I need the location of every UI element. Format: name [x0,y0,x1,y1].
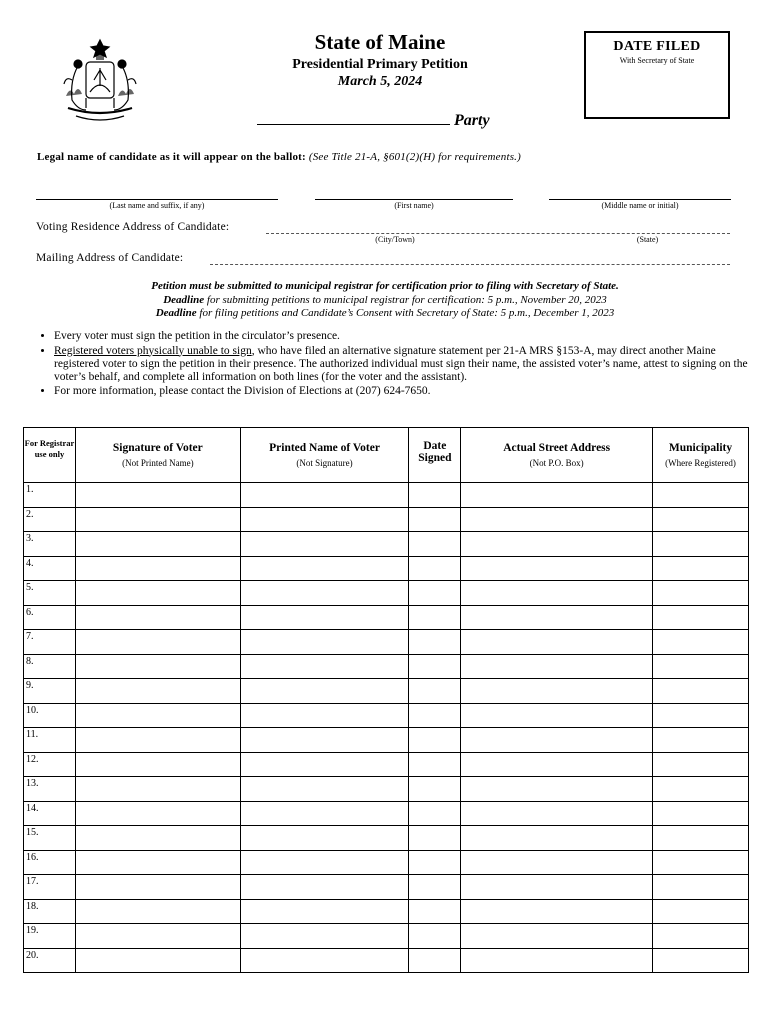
date-signed-cell[interactable] [409,899,461,924]
street-address-cell[interactable] [461,507,653,532]
street-address-cell[interactable] [461,483,653,508]
date-signed-cell[interactable] [409,777,461,802]
printed-name-cell[interactable] [240,924,409,949]
column-title: Printed Name of Voter [269,442,380,454]
date-filed-sub: With Secretary of State [619,56,695,65]
column-title: Date Signed [418,440,452,464]
row-number: 17. [24,875,76,900]
printed-name-cell[interactable] [240,801,409,826]
table-row [24,532,749,557]
street-address-cell[interactable] [461,703,653,728]
row-number: 6. [24,605,76,630]
signature-table [23,427,749,973]
municipality-cell[interactable] [653,556,749,581]
legal-name-label: Legal name of candidate as it will appear on the ballot: [37,151,306,163]
column-sub: (Not Signature) [296,458,353,468]
municipality-cell[interactable] [653,899,749,924]
column-header [653,428,749,483]
page-subtitle: Presidential Primary Petition [292,57,468,72]
signature-cell[interactable] [75,654,240,679]
voting-address-label: Voting Residence Address of Candidate: [36,221,230,233]
signature-cell[interactable] [75,483,240,508]
table-row [24,483,749,508]
date-filed-heading: DATE FILED [613,39,701,54]
row-number: 9. [24,679,76,704]
column-title: Actual Street Address [503,442,611,454]
date-signed-cell[interactable] [409,483,461,508]
instruction-item: • For more information, please contact the Division of Elections at (207) 624-7650. [54,385,754,398]
printed-name-cell[interactable] [240,581,409,606]
registrar-header [24,428,76,483]
table-row [24,728,749,753]
printed-name-cell[interactable] [240,605,409,630]
last-name-field[interactable]: (Last name and suffix, if any) [36,199,278,210]
signature-cell[interactable] [75,801,240,826]
row-number: 5. [24,581,76,606]
printed-name-cell[interactable] [240,826,409,851]
voting-address-field[interactable] [266,221,730,234]
date-signed-cell[interactable] [409,654,461,679]
row-number: 14. [24,801,76,826]
municipality-cell[interactable] [653,777,749,802]
table-row [24,875,749,900]
printed-name-cell[interactable] [240,630,409,655]
municipality-cell[interactable] [653,605,749,630]
signature-cell[interactable] [75,630,240,655]
middle-name-field[interactable]: (Middle name or initial) [549,199,731,210]
signature-cell[interactable] [75,875,240,900]
signature-cell[interactable] [75,752,240,777]
printed-name-cell[interactable] [240,850,409,875]
municipality-cell[interactable] [653,581,749,606]
date-signed-cell[interactable] [409,801,461,826]
signature-cell[interactable] [75,777,240,802]
column-header [75,428,240,483]
signature-cell[interactable] [75,532,240,557]
date-signed-cell[interactable] [409,507,461,532]
table-row [24,507,749,532]
municipality-cell[interactable] [653,654,749,679]
street-address-cell[interactable] [461,948,653,973]
street-address-cell[interactable] [461,630,653,655]
column-sub: (Not Printed Name) [122,458,194,468]
street-address-cell[interactable] [461,924,653,949]
street-address-cell[interactable] [461,532,653,557]
signature-cell[interactable] [75,850,240,875]
column-header [409,428,461,483]
street-address-cell[interactable] [461,679,653,704]
row-number: 11. [24,728,76,753]
row-number: 3. [24,532,76,557]
signature-cell[interactable] [75,924,240,949]
mailing-address-label: Mailing Address of Candidate: [36,252,184,264]
row-number: 4. [24,556,76,581]
signature-cell[interactable] [75,605,240,630]
notice-line-3 [40,307,730,319]
date-signed-cell[interactable] [409,924,461,949]
municipality-cell[interactable] [653,875,749,900]
date-filed-box [584,31,730,119]
municipality-cell[interactable] [653,483,749,508]
printed-name-cell[interactable] [240,899,409,924]
date-signed-cell[interactable] [409,556,461,581]
date-signed-cell[interactable] [409,630,461,655]
municipality-cell[interactable] [653,801,749,826]
street-address-cell[interactable] [461,850,653,875]
signature-cell[interactable] [75,556,240,581]
printed-name-cell[interactable] [240,728,409,753]
table-row [24,752,749,777]
street-address-cell[interactable] [461,899,653,924]
table-row [24,924,749,949]
deadline-text-1: for submitting petitions to municipal registrar for certification: 5 p.m., November 20, 2023 [206,294,607,306]
instructions-list [34,330,754,400]
legal-name-heading [37,151,521,163]
table-header-row [24,428,749,483]
signature-cell[interactable] [75,703,240,728]
table-row [24,630,749,655]
signature-cell[interactable] [75,679,240,704]
signature-cell[interactable] [75,948,240,973]
date-signed-cell[interactable] [409,826,461,851]
city-label: (City/Town) [375,235,415,244]
municipality-cell[interactable] [653,630,749,655]
printed-name-cell[interactable] [240,777,409,802]
state-label: (State) [636,235,659,244]
state-seal-icon [56,36,144,126]
table-row [24,899,749,924]
column-sub: (Where Registered) [665,458,736,468]
printed-name-cell[interactable] [240,556,409,581]
deadline-word-2: Deadline [155,307,197,319]
deadline-text-2: for filing petitions and Candidate’s Consent with Secretary of State: 5 p.m., December 1, 2023 [199,307,615,319]
table-row [24,703,749,728]
street-address-cell[interactable] [461,605,653,630]
table-row [24,826,749,851]
municipality-cell[interactable] [653,507,749,532]
row-number: 7. [24,630,76,655]
signature-cell[interactable] [75,581,240,606]
date-signed-cell[interactable] [409,752,461,777]
date-signed-cell[interactable] [409,948,461,973]
table-row [24,948,749,973]
street-address-cell[interactable] [461,728,653,753]
date-signed-cell[interactable] [409,532,461,557]
row-number: 8. [24,654,76,679]
column-header [240,428,409,483]
signature-cell[interactable] [75,728,240,753]
street-address-cell[interactable] [461,654,653,679]
street-address-cell[interactable] [461,777,653,802]
signature-cell[interactable] [75,507,240,532]
street-address-cell[interactable] [461,875,653,900]
column-title: Signature of Voter [112,442,203,454]
registrar-label: For Registrar use only [24,438,75,459]
row-number: 15. [24,826,76,851]
mailing-address-field[interactable] [210,252,730,265]
signature-cell[interactable] [75,826,240,851]
table-row [24,556,749,581]
municipality-cell[interactable] [653,826,749,851]
table-row [24,581,749,606]
printed-name-cell[interactable] [240,703,409,728]
municipality-cell[interactable] [653,948,749,973]
table-row [24,850,749,875]
row-number: 19. [24,924,76,949]
party-label: Party [454,112,490,129]
column-title: Municipality [668,442,733,454]
party-field[interactable] [257,110,517,130]
street-address-cell[interactable] [461,752,653,777]
street-address-cell[interactable] [461,581,653,606]
municipality-cell[interactable] [653,850,749,875]
table-row [24,605,749,630]
instruction-underlined: Registered voters physically unable to sign [54,344,252,357]
printed-name-cell[interactable] [240,532,409,557]
table-row [24,679,749,704]
row-number: 2. [24,507,76,532]
notice-line-1: Petition must be submitted to municipal registrar for certification prior to filing with Secretary of State. [151,280,619,292]
instruction-rest: , who have filed an alternative signature statement per 21-A MRS §153-A, may direct another Maine registered voter to sign the petition in their presence. The authorized individual must sign their name, the assisted voter’s name, attest to signing on the voter’s behalf, and complete all information on both lines (for the voter and the assistant). [54,344,748,383]
municipality-cell[interactable] [653,532,749,557]
date-signed-cell[interactable] [409,875,461,900]
signature-cell[interactable] [75,899,240,924]
municipality-cell[interactable] [653,679,749,704]
municipality-cell[interactable] [653,752,749,777]
row-number: 10. [24,703,76,728]
street-address-cell[interactable] [461,801,653,826]
legal-name-note: (See Title 21-A, §601(2)(H) for requirements.) [308,151,521,163]
printed-name-cell[interactable] [240,483,409,508]
deadline-word-1: Deadline [163,294,205,306]
row-number: 16. [24,850,76,875]
row-number: 13. [24,777,76,802]
printed-name-cell[interactable] [240,875,409,900]
municipality-cell[interactable] [653,703,749,728]
printed-name-cell[interactable] [240,752,409,777]
date-signed-cell[interactable] [409,728,461,753]
column-header [461,428,653,483]
printed-name-cell[interactable] [240,679,409,704]
column-sub: (Not P.O. Box) [529,458,584,468]
instruction-item [54,345,754,384]
street-address-cell[interactable] [461,556,653,581]
row-number: 20. [24,948,76,973]
date-signed-cell[interactable] [409,850,461,875]
notice-line-2 [40,294,730,306]
date-signed-cell[interactable] [409,605,461,630]
date-signed-cell[interactable] [409,679,461,704]
row-number: 12. [24,752,76,777]
printed-name-cell[interactable] [240,507,409,532]
party-line[interactable] [257,110,450,125]
row-number: 1. [24,483,76,508]
table-row [24,777,749,802]
printed-name-cell[interactable] [240,948,409,973]
municipality-cell[interactable] [653,924,749,949]
row-number: 18. [24,899,76,924]
date-signed-cell[interactable] [409,703,461,728]
municipality-cell[interactable] [653,728,749,753]
date-signed-cell[interactable] [409,581,461,606]
printed-name-cell[interactable] [240,654,409,679]
election-date: March 5, 2024 [337,74,423,89]
page-title: State of Maine [314,30,446,54]
street-address-cell[interactable] [461,826,653,851]
first-name-field[interactable]: (First name) [315,199,513,210]
table-row [24,801,749,826]
instruction-item: • Every voter must sign the petition in the circulator’s presence. [54,330,754,343]
table-row [24,654,749,679]
